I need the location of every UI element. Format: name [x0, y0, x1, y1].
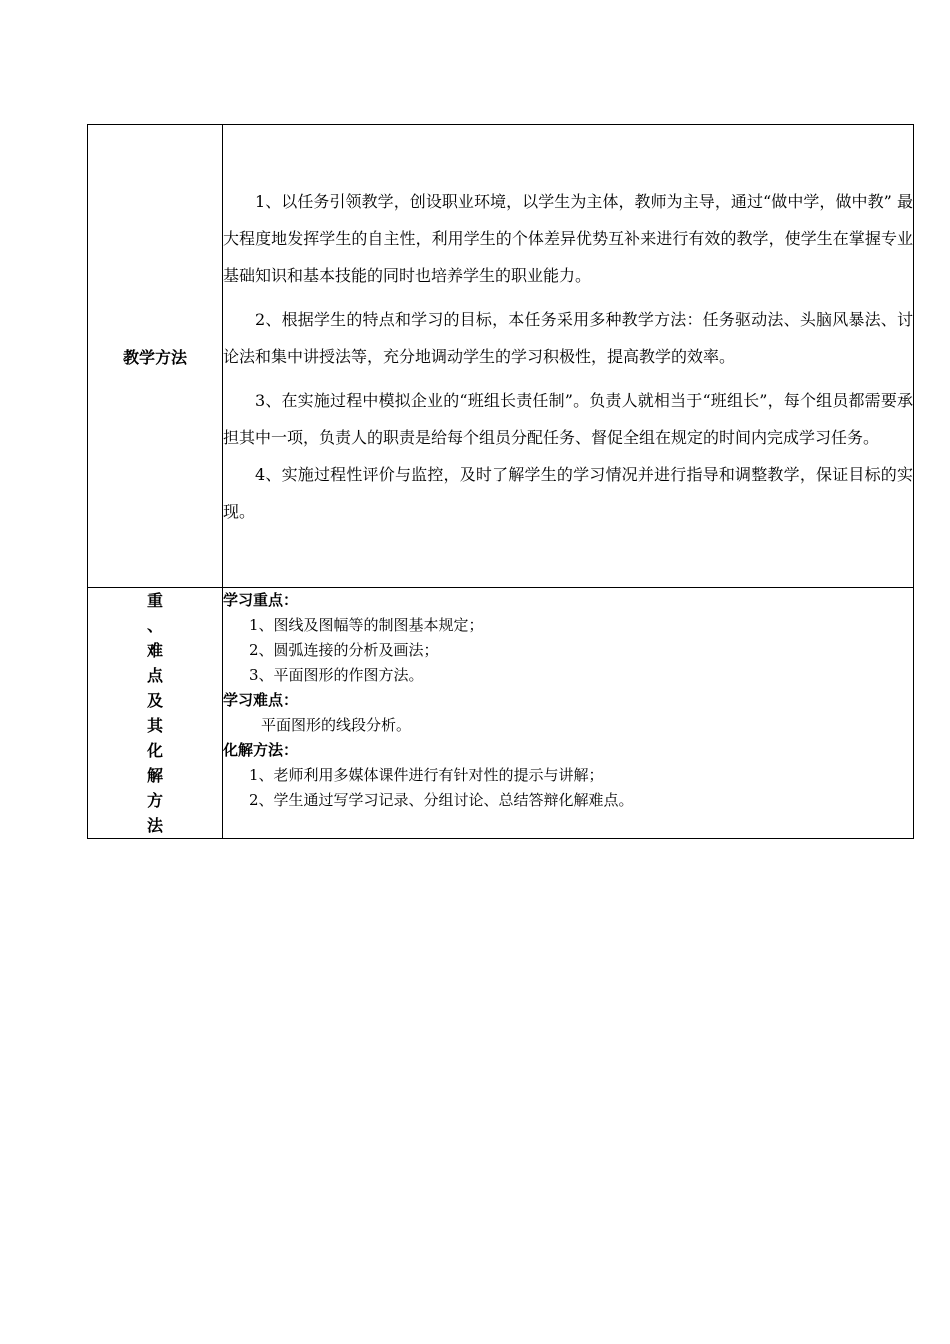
resolve-item: 1、老师利用多媒体课件进行有针对性的提示与讲解； [249, 766, 604, 784]
teaching-method-row [88, 125, 914, 588]
method-paragraph-1: 1、以任务引领教学，创设职业环境，以学生为主体，教师为主导，通过“做中学，做中教” 最大程度地发挥学生的自主性，利用学生的个体差异优势互补来进行有效的教学，使学生在掌握专业基础知识和基本技能的同时也培养学生的职业能力。 [223, 191, 913, 285]
label-char: 难 [146, 641, 163, 660]
label-char: 及 [146, 691, 163, 710]
method-paragraph-4: 4、实施过程性评价与监控，及时了解学生的学习情况并进行指导和调整教学，保证目标的实现。 [223, 464, 913, 521]
key-points-label-cell [88, 588, 223, 839]
resolve-item: 2、学生通过写学习记录、分组讨论、总结答辩化解难点。 [249, 791, 634, 809]
method-paragraph-2: 2、根据学生的特点和学习的目标，本任务采用多种教学方法：任务驱动法、头脑风暴法、讨论法和集中讲授法等，充分地调动学生的学习积极性，提高教学的效率。 [223, 309, 913, 366]
label-char: 重 [146, 591, 163, 610]
label-char: 化 [146, 741, 163, 760]
difficulty-item: 平面图形的线段分析。 [261, 716, 412, 734]
label-char: 点 [146, 666, 163, 685]
label-char: 、 [146, 616, 163, 635]
focus-item: 3、平面图形的作图方法。 [249, 666, 424, 684]
label-char: 其 [146, 716, 163, 735]
label-char: 方 [146, 791, 163, 810]
resolve-heading: 化解方法： [223, 741, 299, 759]
key-points-row [88, 588, 914, 839]
key-points-label [88, 588, 222, 838]
focus-item: 2、圆弧连接的分析及画法； [249, 641, 439, 659]
teaching-method-content [223, 125, 914, 588]
lesson-plan-table [87, 124, 914, 839]
focus-item: 1、图线及图幅等的制图基本规定； [249, 616, 484, 634]
focus-heading: 学习重点： [223, 591, 299, 609]
method-paragraph-3: 3、在实施过程中模拟企业的“班组长责任制”。负责人就相当于“班组长”，每个组员都需要承担其中一项，负责人的职责是给每个组员分配任务、督促全组在规定的时间内完成学习任务。 [223, 390, 913, 447]
label-char: 法 [146, 816, 163, 835]
teaching-method-label: 教学方法 [88, 125, 223, 588]
difficulty-heading: 学习难点： [223, 691, 299, 709]
key-points-content [223, 588, 914, 839]
label-char: 解 [146, 766, 163, 785]
